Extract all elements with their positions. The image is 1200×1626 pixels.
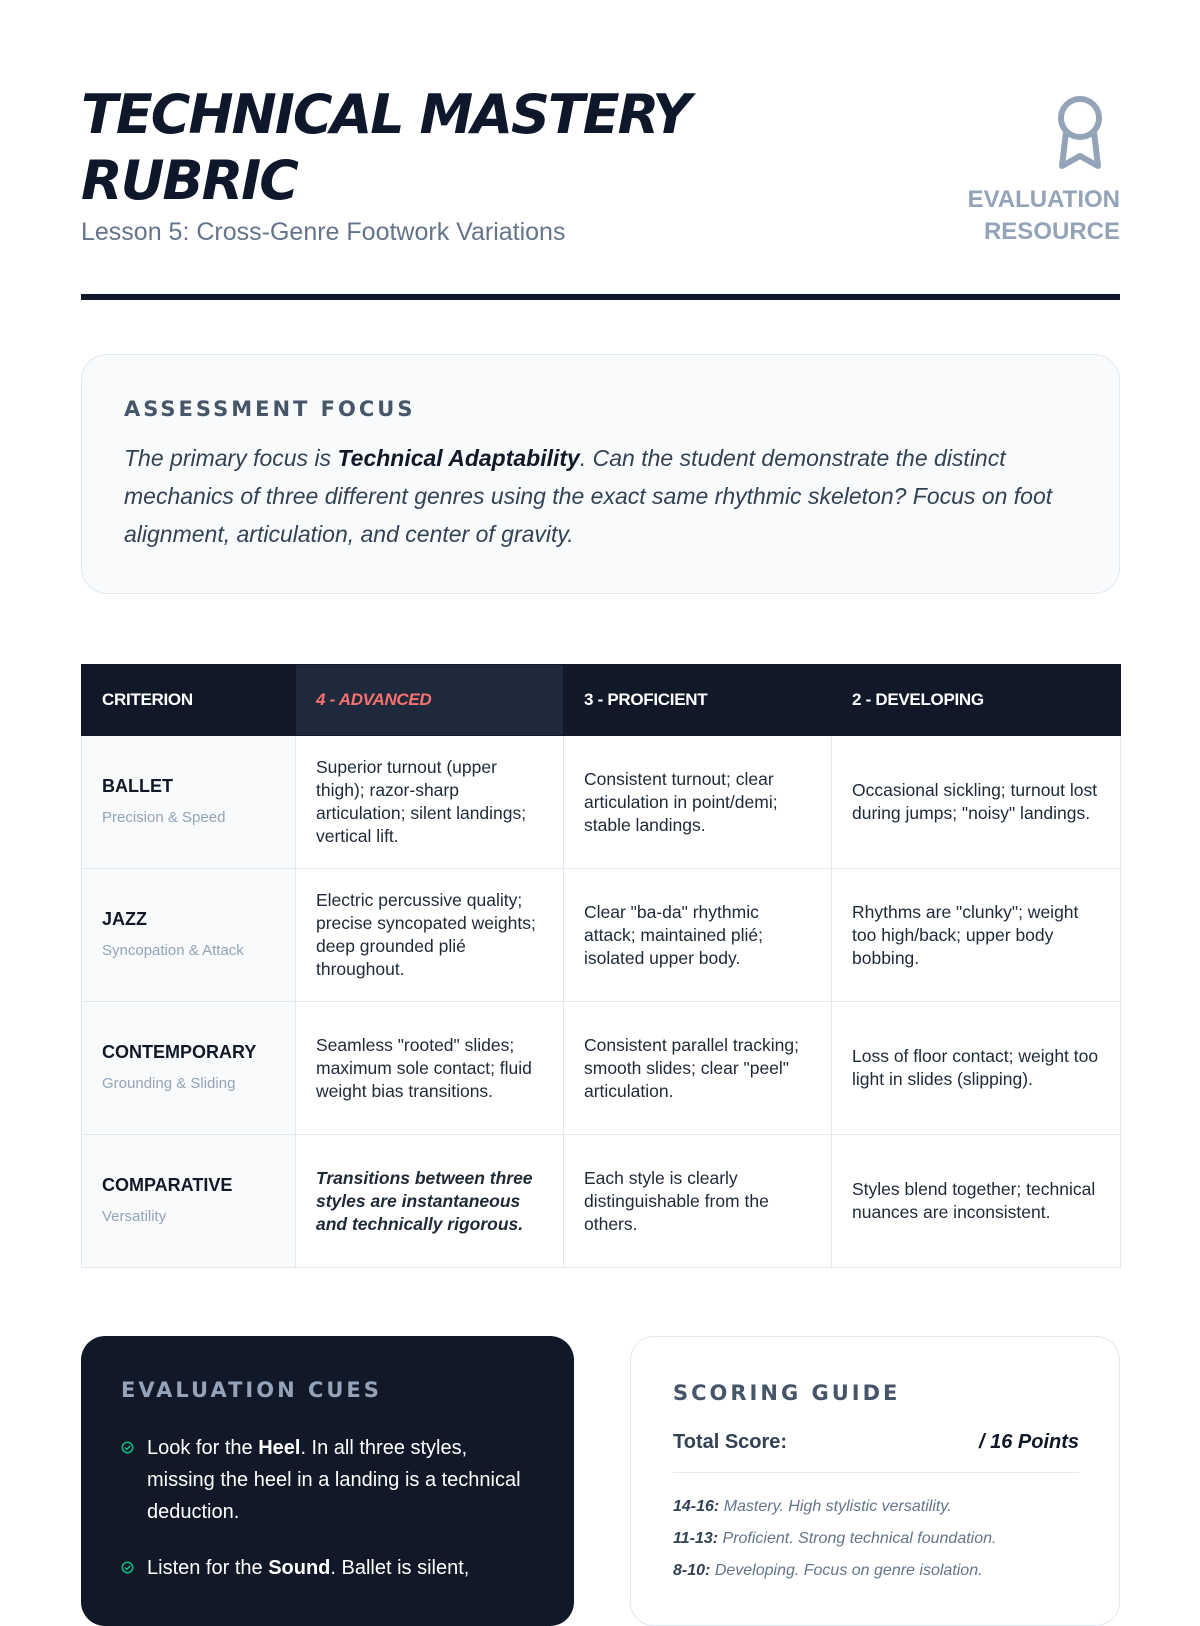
focus-text-emphasis: Technical Adaptability (337, 445, 580, 471)
criterion-cell (82, 736, 296, 869)
score-range: 14-16: (673, 1498, 720, 1515)
column-header-developing: 2 - DEVELOPING (832, 665, 1121, 736)
score-range: 11-13: (673, 1530, 719, 1547)
score-range: 8-10: (673, 1562, 711, 1579)
assessment-focus-text (124, 439, 1079, 553)
table-row (82, 1135, 1121, 1268)
advanced-cell: Superior turnout (upper thigh); razor-sharp articulation; silent landings; vertical lift. (296, 736, 564, 869)
criterion-cell (82, 1002, 296, 1135)
evaluation-resource-badge (940, 94, 1120, 248)
criterion-name: COMPARATIVE (102, 1175, 233, 1195)
evaluation-cues-card (81, 1336, 574, 1626)
list-item (121, 1552, 534, 1584)
developing-cell: Styles blend together; technical nuances are inconsistent. (832, 1135, 1121, 1268)
award-ribbon-icon (1054, 94, 1106, 170)
column-header-criterion: CRITERION (82, 665, 296, 736)
rubric-header-row (82, 665, 1121, 736)
table-row (82, 736, 1121, 869)
focus-text-intro: The primary focus is (124, 445, 338, 471)
badge-label-line2: RESOURCE (983, 218, 1120, 245)
list-item (121, 1432, 534, 1528)
total-score-value: / 16 Points (978, 1431, 1079, 1453)
check-circle-icon (121, 1441, 134, 1454)
check-circle-icon (121, 1561, 134, 1574)
scoring-guide-heading: SCORING GUIDE (673, 1381, 901, 1405)
criterion-name: BALLET (102, 776, 173, 796)
criterion-subtitle: Versatility (102, 1208, 167, 1225)
list-item (673, 1523, 1079, 1555)
header-divider (81, 294, 1120, 300)
criterion-cell (82, 1135, 296, 1268)
focus-text-rest: . Can the student demonstrate the distinct mechanics of three different genres using the exact same rhythmic skeleton? Focus on foot alignment, articulation, and center of gravity. (124, 445, 1053, 547)
scoring-guide-card (630, 1336, 1120, 1626)
criterion-subtitle: Precision & Speed (102, 809, 226, 826)
page-subtitle: Lesson 5: Cross-Genre Footwork Variations (81, 218, 566, 246)
cue-text: . Ballet is silent, (330, 1557, 470, 1579)
table-row (82, 869, 1121, 1002)
criterion-cell (82, 869, 296, 1002)
score-description: Mastery. High stylistic versatility. (723, 1498, 952, 1515)
rubric-table (81, 664, 1121, 1268)
criterion-subtitle: Grounding & Sliding (102, 1075, 236, 1092)
advanced-cell: Electric percussive quality; precise syncopated weights; deep grounded plié throughout. (296, 869, 564, 1002)
developing-cell: Loss of floor contact; weight too light in slides (slipping). (832, 1002, 1121, 1135)
page-header (81, 82, 1120, 302)
page-title: TECHNICAL MASTERY RUBRIC (81, 83, 690, 212)
list-item (673, 1491, 1079, 1523)
proficient-cell: Consistent turnout; clear articulation in point/demi; stable landings. (564, 736, 832, 869)
cue-keyword: Sound (268, 1557, 331, 1579)
list-item (673, 1555, 1079, 1587)
score-description: Developing. Focus on genre isolation. (714, 1562, 983, 1579)
cue-text: . In all three styles, missing the heel in a landing is a technical deduction. (147, 1437, 521, 1523)
proficient-cell: Clear "ba-da" rhythmic attack; maintained plié; isolated upper body. (564, 869, 832, 1002)
assessment-focus-card (81, 354, 1120, 594)
criterion-subtitle: Syncopation & Attack (102, 942, 244, 959)
developing-cell: Rhythms are "clunky"; weight too high/back; upper body bobbing. (832, 869, 1121, 1002)
score-band-list (673, 1491, 1079, 1587)
cue-list (121, 1432, 534, 1584)
advanced-cell: Seamless "rooted" slides; maximum sole contact; fluid weight bias transitions. (296, 1002, 564, 1135)
total-score-label: Total Score: (673, 1431, 788, 1453)
proficient-cell: Each style is clearly distinguishable from the others. (564, 1135, 832, 1268)
advanced-cell: Transitions between three styles are instantaneous and technically rigorous. (296, 1135, 564, 1268)
cue-text: Look for the (147, 1437, 259, 1459)
proficient-cell: Consistent parallel tracking; smooth slides; clear "peel" articulation. (564, 1002, 832, 1135)
criterion-name: CONTEMPORARY (102, 1042, 257, 1062)
cue-text: Listen for the (147, 1557, 269, 1579)
column-header-advanced: 4 - ADVANCED (296, 665, 564, 736)
cue-keyword: Heel (258, 1437, 301, 1459)
column-header-proficient: 3 - PROFICIENT (564, 665, 832, 736)
assessment-focus-heading: ASSESSMENT FOCUS (124, 397, 416, 421)
total-score-row (673, 1431, 1079, 1473)
criterion-name: JAZZ (102, 909, 147, 929)
score-description: Proficient. Strong technical foundation. (722, 1530, 997, 1547)
badge-label-line1: EVALUATION (967, 186, 1120, 213)
table-row (82, 1002, 1121, 1135)
evaluation-cues-heading: EVALUATION CUES (121, 1378, 382, 1402)
developing-cell: Occasional sickling; turnout lost during jumps; "noisy" landings. (832, 736, 1121, 869)
